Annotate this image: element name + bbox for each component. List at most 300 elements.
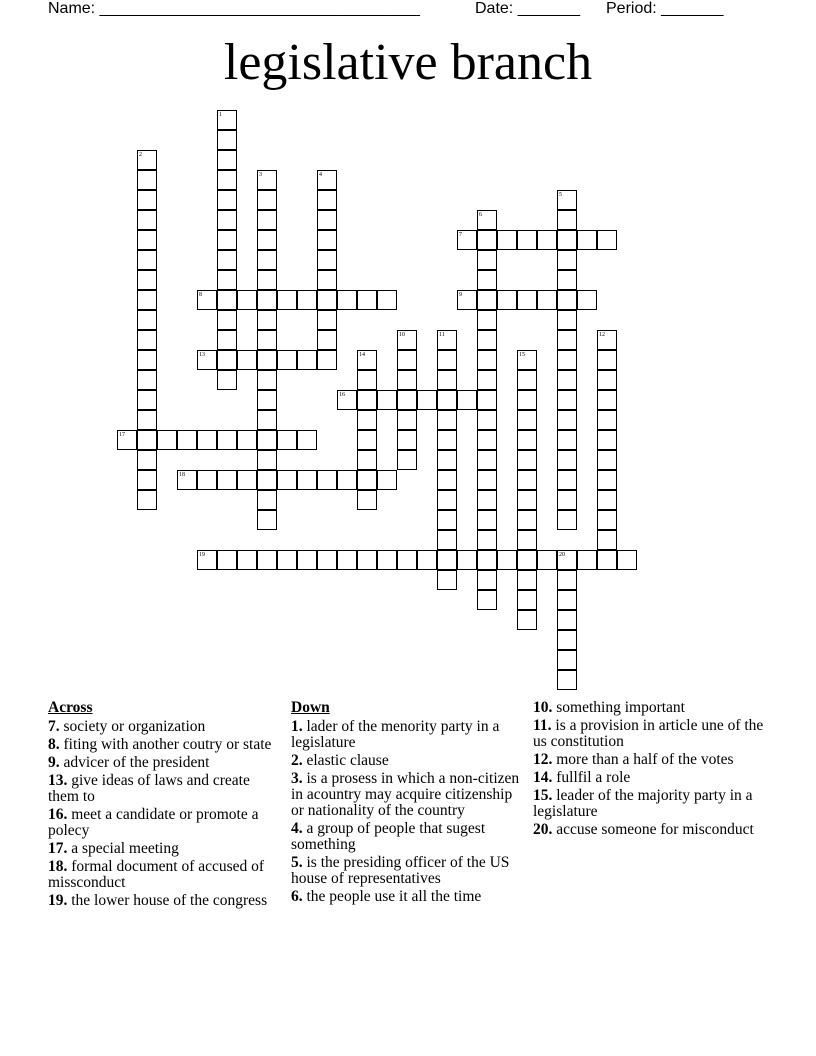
grid-cell[interactable] xyxy=(557,290,577,310)
page-title: legislative branch xyxy=(223,34,593,91)
grid-cell[interactable] xyxy=(597,350,617,370)
grid-cell[interactable] xyxy=(597,230,617,250)
grid-cell[interactable] xyxy=(317,350,337,370)
grid-cell[interactable] xyxy=(517,450,537,470)
grid-cell[interactable] xyxy=(217,310,237,330)
grid-cell[interactable] xyxy=(437,490,457,510)
grid-cell[interactable] xyxy=(597,490,617,510)
clue-text: a special meeting xyxy=(71,840,179,857)
grid-cell[interactable] xyxy=(277,290,297,310)
clue-item xyxy=(533,770,769,786)
grid-cell[interactable] xyxy=(357,410,377,430)
grid-cell[interactable] xyxy=(217,230,237,250)
grid-cell[interactable] xyxy=(557,470,577,490)
grid-cell[interactable] xyxy=(337,470,357,490)
grid-cell[interactable] xyxy=(457,550,477,570)
down-heading: Down xyxy=(291,699,330,716)
clue-number: 6. xyxy=(291,888,303,905)
clue-text: more than a half of the votes xyxy=(556,751,734,768)
grid-cell[interactable] xyxy=(517,370,537,390)
grid-cell[interactable] xyxy=(417,390,437,410)
grid-cell[interactable] xyxy=(317,270,337,290)
grid-cell[interactable] xyxy=(477,310,497,330)
grid-cell[interactable] xyxy=(337,290,357,310)
grid-cell[interactable] xyxy=(477,210,497,230)
grid-cell[interactable] xyxy=(437,510,457,530)
clue-item xyxy=(48,755,276,771)
period-field[interactable]: Period: _______ xyxy=(606,0,724,17)
grid-cell[interactable] xyxy=(457,230,477,250)
grid-cell[interactable] xyxy=(297,290,317,310)
grid-cell[interactable] xyxy=(317,330,337,350)
grid-cell[interactable] xyxy=(477,290,497,310)
grid-cell[interactable] xyxy=(197,470,217,490)
grid-cell[interactable] xyxy=(257,550,277,570)
grid-cell[interactable] xyxy=(597,430,617,450)
clue-item xyxy=(291,855,527,887)
grid-cell[interactable] xyxy=(217,250,237,270)
clue-number: 3. xyxy=(291,770,303,787)
down-clues xyxy=(291,700,527,907)
grid-cell[interactable] xyxy=(217,170,237,190)
grid-cell[interactable] xyxy=(317,170,337,190)
cell-number: 11 xyxy=(439,332,445,338)
grid-cell[interactable] xyxy=(357,370,377,390)
cell-number: 9 xyxy=(459,292,462,298)
grid-cell[interactable] xyxy=(297,470,317,490)
grid-cell[interactable] xyxy=(517,510,537,530)
grid-cell[interactable] xyxy=(397,430,417,450)
grid-cell[interactable] xyxy=(477,390,497,410)
grid-cell[interactable] xyxy=(137,250,157,270)
grid-cell[interactable] xyxy=(197,430,217,450)
grid-cell[interactable] xyxy=(297,350,317,370)
grid-cell[interactable] xyxy=(257,450,277,470)
grid-cell[interactable] xyxy=(557,550,577,570)
grid-cell[interactable] xyxy=(477,350,497,370)
clue-text: formal document of accused of missconduct xyxy=(48,858,265,891)
cell-number: 12 xyxy=(599,332,605,338)
grid-cell[interactable] xyxy=(177,470,197,490)
grid-cell[interactable] xyxy=(437,350,457,370)
clue-text: elastic clause xyxy=(306,752,389,769)
grid-cell[interactable] xyxy=(257,390,277,410)
grid-cell[interactable] xyxy=(137,190,157,210)
grid-cell[interactable] xyxy=(337,550,357,570)
grid-cell[interactable] xyxy=(517,230,537,250)
clue-number: 1. xyxy=(291,718,303,735)
grid-cell[interactable] xyxy=(557,250,577,270)
grid-cell[interactable] xyxy=(557,450,577,470)
grid-cell[interactable] xyxy=(377,290,397,310)
grid-cell[interactable] xyxy=(537,230,557,250)
grid-cell[interactable] xyxy=(477,450,497,470)
grid-cell[interactable] xyxy=(437,450,457,470)
grid-cell[interactable] xyxy=(257,190,277,210)
clue-text: fiting with another coutry or state xyxy=(63,736,272,753)
clue-text: society or organization xyxy=(63,718,206,735)
grid-cell[interactable] xyxy=(257,510,277,530)
clue-item xyxy=(48,859,276,891)
grid-cell[interactable] xyxy=(477,490,497,510)
cell-number: 14 xyxy=(359,352,365,358)
grid-cell[interactable] xyxy=(437,330,457,350)
clue-item xyxy=(48,737,276,753)
grid-cell[interactable] xyxy=(217,470,237,490)
grid-cell[interactable] xyxy=(437,370,457,390)
grid-cell[interactable] xyxy=(137,290,157,310)
grid-cell[interactable] xyxy=(497,550,517,570)
grid-cell[interactable] xyxy=(357,490,377,510)
grid-cell[interactable] xyxy=(477,470,497,490)
clue-item xyxy=(48,719,276,735)
clue-number: 18. xyxy=(48,858,68,875)
clue-text: fullfil a role xyxy=(556,769,631,786)
clue-text: lader of the menority party in a legislature xyxy=(291,718,500,751)
clue-item xyxy=(48,841,276,857)
name-field[interactable]: Name: ____________________________________ xyxy=(48,0,420,17)
clue-number: 11. xyxy=(533,717,552,734)
cell-number: 16 xyxy=(339,392,345,398)
grid-cell[interactable] xyxy=(477,250,497,270)
grid-cell[interactable] xyxy=(257,230,277,250)
grid-cell[interactable] xyxy=(357,430,377,450)
clue-number: 5. xyxy=(291,854,303,871)
grid-cell[interactable] xyxy=(257,490,277,510)
grid-cell[interactable] xyxy=(437,430,457,450)
grid-cell[interactable] xyxy=(237,290,257,310)
grid-cell[interactable] xyxy=(517,550,537,570)
grid-cell[interactable] xyxy=(557,230,577,250)
grid-cell[interactable] xyxy=(517,470,537,490)
grid-cell[interactable] xyxy=(177,430,197,450)
grid-cell[interactable] xyxy=(557,490,577,510)
clue-item xyxy=(291,719,527,751)
grid-cell[interactable] xyxy=(517,610,537,630)
grid-cell[interactable] xyxy=(597,530,617,550)
grid-cell[interactable] xyxy=(397,390,417,410)
cell-number: 5 xyxy=(559,192,562,198)
grid-cell[interactable] xyxy=(257,410,277,430)
grid-cell[interactable] xyxy=(577,550,597,570)
grid-cell[interactable] xyxy=(217,270,237,290)
grid-cell[interactable] xyxy=(557,350,577,370)
grid-cell[interactable] xyxy=(597,390,617,410)
grid-cell[interactable] xyxy=(137,330,157,350)
grid-cell[interactable] xyxy=(517,530,537,550)
grid-cell[interactable] xyxy=(257,470,277,490)
grid-cell[interactable] xyxy=(137,390,157,410)
grid-cell[interactable] xyxy=(557,390,577,410)
clue-item xyxy=(533,718,769,750)
clue-number: 10. xyxy=(533,699,553,716)
grid-cell[interactable] xyxy=(517,570,537,590)
grid-cell[interactable] xyxy=(557,210,577,230)
grid-cell[interactable] xyxy=(377,390,397,410)
grid-cell[interactable] xyxy=(357,470,377,490)
grid-cell[interactable] xyxy=(257,370,277,390)
grid-cell[interactable] xyxy=(437,530,457,550)
grid-cell[interactable] xyxy=(517,390,537,410)
grid-cell[interactable] xyxy=(477,330,497,350)
grid-cell[interactable] xyxy=(497,230,517,250)
grid-cell[interactable] xyxy=(477,230,497,250)
clue-text: give ideas of laws and create them to xyxy=(48,772,250,805)
grid-cell[interactable] xyxy=(217,290,237,310)
grid-cell[interactable] xyxy=(417,550,437,570)
grid-cell[interactable] xyxy=(597,550,617,570)
grid-cell[interactable] xyxy=(317,210,337,230)
grid-cell[interactable] xyxy=(477,370,497,390)
grid-cell[interactable] xyxy=(297,550,317,570)
grid-cell[interactable] xyxy=(357,450,377,470)
grid-cell[interactable] xyxy=(397,550,417,570)
clue-text: accuse someone for misconduct xyxy=(556,821,754,838)
grid-cell[interactable] xyxy=(237,550,257,570)
clue-number: 20. xyxy=(533,821,553,838)
clue-number: 13. xyxy=(48,772,68,789)
grid-cell[interactable] xyxy=(197,350,217,370)
grid-cell[interactable] xyxy=(337,390,357,410)
cell-number: 6 xyxy=(479,212,482,218)
grid-cell[interactable] xyxy=(597,410,617,430)
grid-cell[interactable] xyxy=(137,210,157,230)
grid-cell[interactable] xyxy=(217,550,237,570)
grid-cell[interactable] xyxy=(517,410,537,430)
grid-cell[interactable] xyxy=(397,350,417,370)
grid-cell[interactable] xyxy=(517,430,537,450)
grid-cell[interactable] xyxy=(257,330,277,350)
grid-cell[interactable] xyxy=(197,550,217,570)
grid-cell[interactable] xyxy=(257,290,277,310)
grid-cell[interactable] xyxy=(257,310,277,330)
clue-number: 7. xyxy=(48,718,60,735)
grid-cell[interactable] xyxy=(137,450,157,470)
grid-cell[interactable] xyxy=(357,350,377,370)
grid-cell[interactable] xyxy=(297,430,317,450)
date-field[interactable]: Date: _______ xyxy=(475,0,580,17)
grid-cell[interactable] xyxy=(317,550,337,570)
cell-number: 15 xyxy=(519,352,525,358)
clue-text: is a prosess in which a non-citizen in acountry may acquire citizenship or nationality of the country xyxy=(291,770,520,819)
grid-cell[interactable] xyxy=(277,550,297,570)
down-clues-continued xyxy=(533,700,769,840)
grid-cell[interactable] xyxy=(257,270,277,290)
across-clues xyxy=(48,700,276,911)
grid-cell[interactable] xyxy=(217,350,237,370)
grid-cell[interactable] xyxy=(437,550,457,570)
clue-text: the people use it all the time xyxy=(306,888,482,905)
cell-number: 8 xyxy=(199,292,202,298)
grid-cell[interactable] xyxy=(217,150,237,170)
grid-cell[interactable] xyxy=(557,310,577,330)
clue-item xyxy=(48,773,276,805)
clue-item xyxy=(291,771,527,819)
clue-item xyxy=(533,752,769,768)
clue-number: 16. xyxy=(48,806,68,823)
grid-cell[interactable] xyxy=(277,430,297,450)
grid-cell[interactable] xyxy=(517,290,537,310)
grid-cell[interactable] xyxy=(257,210,277,230)
grid-cell[interactable] xyxy=(137,470,157,490)
grid-cell[interactable] xyxy=(577,290,597,310)
grid-cell[interactable] xyxy=(317,190,337,210)
grid-cell[interactable] xyxy=(217,370,237,390)
grid-cell[interactable] xyxy=(137,430,157,450)
grid-cell[interactable] xyxy=(557,630,577,650)
grid-cell[interactable] xyxy=(257,250,277,270)
grid-cell[interactable] xyxy=(557,430,577,450)
grid-cell[interactable] xyxy=(537,290,557,310)
grid-cell[interactable] xyxy=(137,490,157,510)
grid-cell[interactable] xyxy=(277,350,297,370)
grid-cell[interactable] xyxy=(557,570,577,590)
clue-number: 14. xyxy=(533,769,553,786)
clue-text: meet a candidate or promote a polecy xyxy=(48,806,259,839)
grid-cell[interactable] xyxy=(457,390,477,410)
grid-cell[interactable] xyxy=(137,230,157,250)
grid-cell[interactable] xyxy=(217,190,237,210)
grid-cell[interactable] xyxy=(277,470,297,490)
grid-cell[interactable] xyxy=(537,550,557,570)
clue-number: 8. xyxy=(48,736,60,753)
cell-number: 13 xyxy=(199,352,205,358)
cell-number: 18 xyxy=(179,472,185,478)
clue-number: 15. xyxy=(533,787,553,804)
grid-cell[interactable] xyxy=(437,410,457,430)
grid-cell[interactable] xyxy=(557,670,577,690)
grid-cell[interactable] xyxy=(137,310,157,330)
clue-item xyxy=(533,788,769,820)
grid-cell[interactable] xyxy=(237,350,257,370)
grid-cell[interactable] xyxy=(597,370,617,390)
grid-cell[interactable] xyxy=(317,290,337,310)
clue-number: 2. xyxy=(291,752,303,769)
grid-cell[interactable] xyxy=(477,550,497,570)
clue-text: is the presiding officer of the US house of representatives xyxy=(291,854,510,887)
grid-cell[interactable] xyxy=(517,350,537,370)
grid-cell[interactable] xyxy=(357,550,377,570)
grid-cell[interactable] xyxy=(597,470,617,490)
grid-cell[interactable] xyxy=(137,170,157,190)
grid-cell[interactable] xyxy=(517,590,537,610)
grid-cell[interactable] xyxy=(217,330,237,350)
grid-cell[interactable] xyxy=(137,410,157,430)
clue-number: 9. xyxy=(48,754,60,771)
clue-item xyxy=(48,807,276,839)
grid-cell[interactable] xyxy=(617,550,637,570)
grid-cell[interactable] xyxy=(477,510,497,530)
grid-cell[interactable] xyxy=(237,430,257,450)
grid-cell[interactable] xyxy=(237,470,257,490)
grid-cell[interactable] xyxy=(477,530,497,550)
grid-cell[interactable] xyxy=(217,130,237,150)
cell-number: 7 xyxy=(459,232,462,238)
grid-cell[interactable] xyxy=(137,370,157,390)
clue-item xyxy=(291,889,527,905)
cell-number: 3 xyxy=(259,172,262,178)
grid-cell[interactable] xyxy=(557,370,577,390)
clue-text: something important xyxy=(556,699,685,716)
grid-cell[interactable] xyxy=(377,550,397,570)
grid-cell[interactable] xyxy=(457,290,477,310)
grid-cell[interactable] xyxy=(137,150,157,170)
grid-cell[interactable] xyxy=(317,230,337,250)
grid-cell[interactable] xyxy=(597,330,617,350)
grid-cell[interactable] xyxy=(257,430,277,450)
grid-cell[interactable] xyxy=(437,390,457,410)
grid-cell[interactable] xyxy=(557,270,577,290)
clue-item xyxy=(291,753,527,769)
cell-number: 10 xyxy=(399,332,405,338)
grid-cell[interactable] xyxy=(317,250,337,270)
grid-cell[interactable] xyxy=(497,290,517,310)
cell-number: 2 xyxy=(139,152,142,158)
clue-item xyxy=(533,700,769,716)
grid-cell[interactable] xyxy=(317,470,337,490)
grid-cell[interactable] xyxy=(597,450,617,470)
grid-cell[interactable] xyxy=(357,390,377,410)
cell-number: 17 xyxy=(119,432,125,438)
grid-cell[interactable] xyxy=(217,430,237,450)
grid-cell[interactable] xyxy=(157,430,177,450)
clue-text: a group of people that sugest something xyxy=(291,820,486,853)
grid-cell[interactable] xyxy=(557,610,577,630)
grid-cell[interactable] xyxy=(397,450,417,470)
grid-cell[interactable] xyxy=(397,370,417,390)
grid-cell[interactable] xyxy=(597,510,617,530)
grid-cell[interactable] xyxy=(557,330,577,350)
grid-cell[interactable] xyxy=(397,410,417,430)
grid-cell[interactable] xyxy=(557,590,577,610)
clue-item xyxy=(48,893,276,909)
grid-cell[interactable] xyxy=(117,430,137,450)
grid-cell[interactable] xyxy=(557,190,577,210)
grid-cell[interactable] xyxy=(397,330,417,350)
grid-cell[interactable] xyxy=(257,170,277,190)
cell-number: 20 xyxy=(559,552,565,558)
grid-cell[interactable] xyxy=(557,410,577,430)
grid-cell[interactable] xyxy=(137,350,157,370)
clue-number: 17. xyxy=(48,840,68,857)
grid-cell[interactable] xyxy=(477,270,497,290)
grid-cell[interactable] xyxy=(357,290,377,310)
grid-cell[interactable] xyxy=(437,470,457,490)
grid-cell[interactable] xyxy=(217,110,237,130)
cell-number: 1 xyxy=(219,112,222,118)
grid-cell[interactable] xyxy=(377,470,397,490)
grid-cell[interactable] xyxy=(477,410,497,430)
clue-item xyxy=(291,821,527,853)
grid-cell[interactable] xyxy=(217,210,237,230)
clue-text: the lower house of the congress xyxy=(71,892,268,909)
grid-cell[interactable] xyxy=(477,590,497,610)
clue-item xyxy=(533,822,769,838)
grid-cell[interactable] xyxy=(557,510,577,530)
grid-cell[interactable] xyxy=(577,230,597,250)
clue-text: is a provision in article une of the us constitution xyxy=(533,717,764,750)
across-heading: Across xyxy=(48,699,93,716)
grid-cell[interactable] xyxy=(437,570,457,590)
grid-cell[interactable] xyxy=(257,350,277,370)
grid-cell[interactable] xyxy=(197,290,217,310)
grid-cell[interactable] xyxy=(317,310,337,330)
grid-cell[interactable] xyxy=(137,270,157,290)
grid-cell[interactable] xyxy=(477,570,497,590)
grid-cell[interactable] xyxy=(477,430,497,450)
grid-cell[interactable] xyxy=(557,650,577,670)
grid-cell[interactable] xyxy=(517,490,537,510)
